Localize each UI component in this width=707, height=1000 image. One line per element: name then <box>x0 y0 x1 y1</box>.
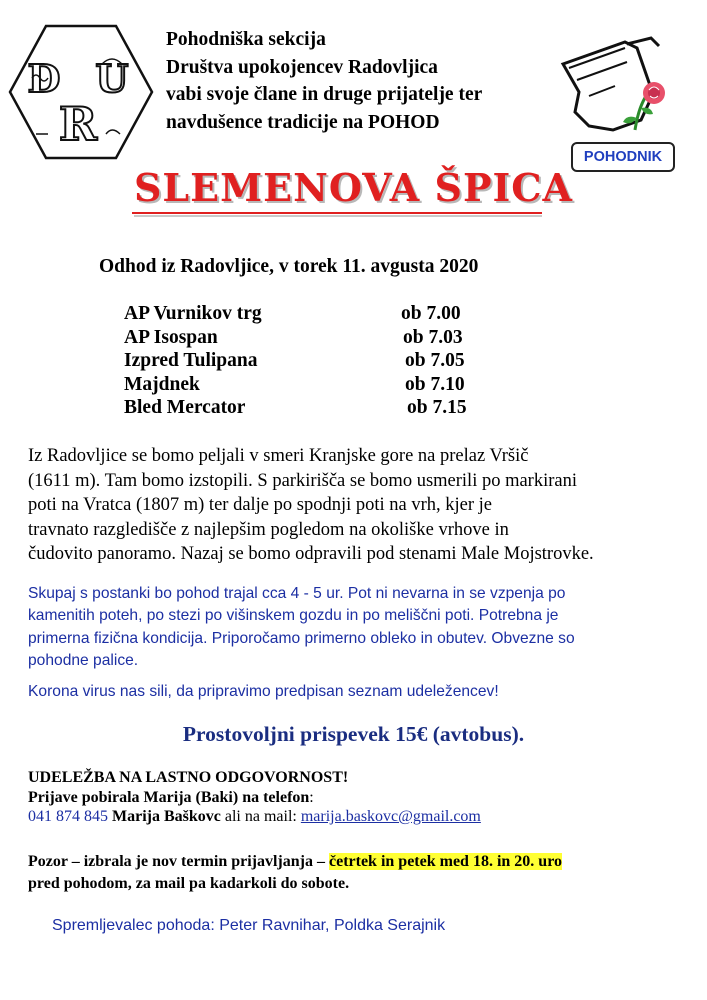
responsibility-notice: UDELEŽBA NA LASTNO ODGOVORNOST! <box>28 769 349 786</box>
du-radovljica-logo <box>6 22 156 162</box>
contribution-line: Prostovoljni prispevek 15€ (avtobus). <box>182 722 525 746</box>
departure-heading: Odhod iz Radovljice, v torek 11. avgusta 2020 <box>99 256 479 277</box>
pohodnik-logo <box>555 34 685 169</box>
registration-text: Prijave pobirala Marija (Baki) na telefon <box>28 788 310 806</box>
route-line: (1611 m). Tam bomo izstopili. S parkirišča se bomo usmerili po markirani <box>28 470 577 491</box>
title-underline <box>132 211 542 217</box>
stop-row <box>124 397 524 421</box>
notice-line-2: pred pohodom, za mail pa kadarkoli do sobote. <box>28 874 350 892</box>
route-line: poti na Vratca (1807 m) ter dalje po spodnji poti na vrh, kjer je <box>28 495 493 516</box>
hike-details <box>28 583 688 673</box>
corona-notice: Korona virus nas sili, da pripravimo predpisan seznam udeležencev! <box>28 683 499 700</box>
stop-name: Izpred Tulipana <box>124 350 258 371</box>
registration-colon: : <box>309 788 314 806</box>
logo-letter-r: R <box>58 97 98 151</box>
stop-time: ob 7.15 <box>407 397 467 418</box>
stop-time: ob 7.05 <box>405 350 465 371</box>
notice-line-1 <box>28 851 688 873</box>
notice-highlight: četrtek in petek med 18. in 20. uro <box>328 853 562 870</box>
contact-block <box>28 768 688 827</box>
stop-time: ob 7.00 <box>401 303 461 324</box>
detail-line: pohodne palice. <box>28 652 139 670</box>
email-link[interactable]: marija.baskovc@gmail.com <box>300 808 481 825</box>
departure-stops <box>124 303 524 421</box>
logo-letter-u: U <box>95 56 129 101</box>
header-line-section: Pohodniška sekcija <box>166 29 326 50</box>
contact-line <box>28 807 688 827</box>
contact-person: Marija Baškovc <box>112 808 221 825</box>
phone-number[interactable]: 041 874 845 <box>28 808 108 825</box>
header-invitation <box>166 26 566 136</box>
hike-guides: Spremljevalec pohoda: Peter Ravnihar, Poldka Serajnik <box>52 917 446 934</box>
stop-name: Majdnek <box>124 373 200 395</box>
logo-letter-d: D <box>27 56 61 101</box>
route-line: čudovito panoramo. Nazaj se bomo odpravili pod stenami Male Mojstrovke. <box>28 544 594 565</box>
stop-row <box>124 303 524 327</box>
stop-time: ob 7.10 <box>405 373 465 395</box>
mail-prefix: ali na mail: <box>220 808 301 825</box>
header-line-society: Društva upokojencev Radovljica <box>166 56 438 78</box>
header-line-invite: vabi svoje člane in druge prijatelje ter <box>166 84 483 105</box>
rose-icon <box>641 80 667 106</box>
stop-row <box>124 350 524 374</box>
stop-row <box>124 327 524 351</box>
detail-line: primerna fizična kondicija. Priporočamo primerno obleko in obutev. Obvezne so <box>28 629 575 647</box>
stop-name: Bled Mercator <box>124 397 246 418</box>
stop-row <box>124 374 524 398</box>
event-title: SLEMENOVA ŠPICA <box>133 165 574 210</box>
registration-notice <box>28 851 688 894</box>
stop-name: AP Isospan <box>124 326 218 348</box>
registration-line <box>28 788 688 808</box>
stop-time: ob 7.03 <box>403 326 463 348</box>
detail-line: kamenitih poteh, po stezi po višinskem gozdu in po meliščni poti. Potrebna je <box>28 607 559 625</box>
header-line-hike: navdušence tradicije na POHOD <box>166 111 440 133</box>
detail-line: Skupaj s postanki bo pohod trajal cca 4 - 5 ur. Pot ni nevarna in se vzpenja po <box>28 585 566 602</box>
stop-name: AP Vurnikov trg <box>124 303 262 324</box>
route-line: Iz Radovljice se bomo peljali v smeri Kranjske gore na prelaz Vršič <box>28 446 529 466</box>
route-line: travnato razgledišče z najlepšim pogledom na okoliške vrhove in <box>28 519 509 540</box>
pohodnik-label: POHODNIK <box>571 142 675 172</box>
notice-prefix: Pozor – izbrala je nov termin prijavljanja – <box>28 853 329 870</box>
route-description <box>28 444 698 567</box>
